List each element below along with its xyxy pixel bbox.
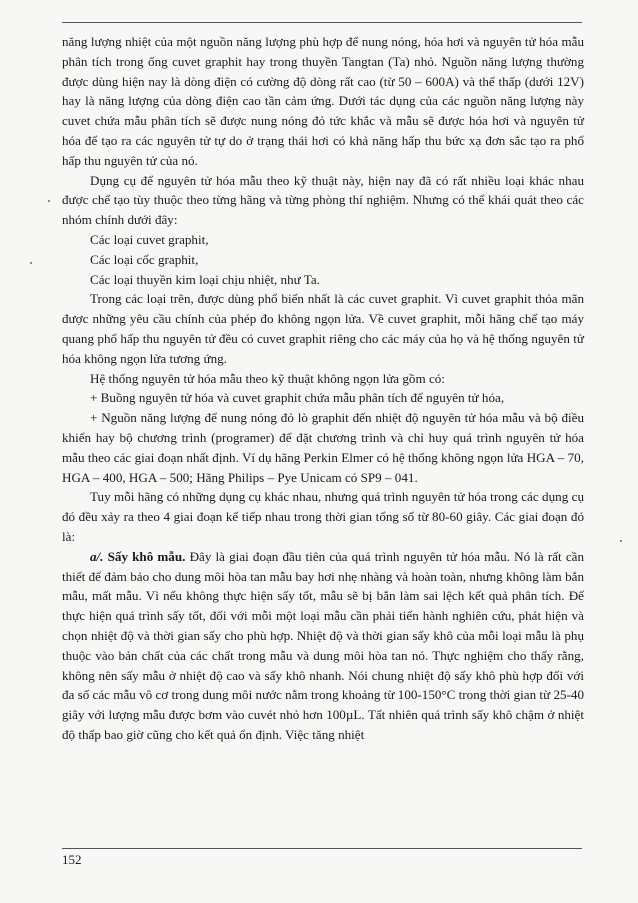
page-number: 152 xyxy=(62,852,82,867)
stage-title: Sấy khô mẫu. xyxy=(107,548,186,564)
paragraph: Hệ thống nguyên tử hóa mẫu theo kỹ thuật không ngọn lửa gồm có: xyxy=(90,370,445,386)
list-item: Các loại cuvet graphit, xyxy=(90,231,209,247)
paragraph: Tuy mỗi hãng có những dụng cụ khác nhau, nhưng quá trình nguyên tử hóa trong các dụng cụ đó đều xảy ra theo 4 giai đoạn kế tiếp nhau trong thời gian tổng số từ 80-60 giây. Các giai đoạn đó là: xyxy=(62,489,584,544)
top-divider xyxy=(62,22,582,23)
paragraph: Trong các loại trên, được dùng phổ biến nhất là các cuvet graphit. Vì cuvet graphit thỏa mãn được những yêu cầu chính của phép đo không ngọn lửa. Về cuvet graphit, mỗi hãng chế tạo máy quang phổ hấp thu nguyên tử đều có cuvet graphit riêng cho các máy của họ và hệ thống nguyên tử hóa không ngọn lửa tương ứng. xyxy=(62,291,584,366)
stage-marker: a/. xyxy=(90,548,104,564)
list-item: Các loại thuyền kim loại chịu nhiệt, như Ta. xyxy=(90,271,320,287)
scan-speck xyxy=(620,540,622,542)
body-text xyxy=(62,32,584,745)
bottom-divider xyxy=(62,848,582,849)
scan-speck xyxy=(48,200,50,202)
plus-list-item: + Buồng nguyên tử hóa và cuvet graphit chứa mẫu phân tích để nguyên tử hóa, xyxy=(90,390,505,406)
stage-paragraph xyxy=(62,547,584,745)
list-item: Các loại cốc graphit, xyxy=(90,251,199,267)
plus-list-item: + Nguồn năng lượng để nung nóng đỏ lò graphit đến nhiệt độ nguyên tử hóa mẫu và bộ điều khiển hay bộ chương trình (programer) để đặt chương trình và chỉ huy quá trình nguyên tử hóa mẫu theo các giai đoạn nhất định. Ví dụ hãng Perkin Elmer có hệ thống không ngọn lửa HGA – 70, HGA – 400, HGA – 500; Hãng Philips – Pye Unicam có SP9 – 041. xyxy=(62,410,584,485)
paragraph: Dụng cụ để nguyên tử hóa mẫu theo kỹ thuật này, hiện nay đã có rất nhiều loại khác nhau được chế tạo tùy thuộc theo từng hãng và từng phòng thí nghiệm. Nhưng có thể khái quát theo các nhóm chính dưới đây: xyxy=(62,172,584,228)
scan-speck xyxy=(30,262,32,264)
paragraph: năng lượng nhiệt của một nguồn năng lượng phù hợp để nung nóng, hóa hơi và nguyên tử hóa mẫu phân tích trong ống cuvet graphit hay trong thuyền Tangtan (Ta) nhỏ. Nguồn năng lượng thường được dùng hiện nay là dòng điện có cường độ dòng rất cao (từ 50 – 600A) và thế thấp (dưới 12V) hay là năng lượng của dòng điện cao tần cảm ứng. Dưới tác dụng của các nguồn năng lượng này cuvet chứa mẫu phân tích sẽ được nung nóng đỏ tức khắc và mẫu sẽ được hóa hơi và nguyên tử hóa để tạo ra các nguyên tử tự do ở trạng thái hơi có khả năng hấp thu bức xạ đơn sắc tạo ra phổ hấp thu nguyên tử của nó. xyxy=(62,34,584,168)
stage-text: Đây là giai đoạn đầu tiên của quá trình nguyên tử hóa mẫu. Nó là rất cần thiết để đảm bảo cho dung môi hòa tan mẫu bay hơi nhẹ nhàng và hoàn toàn, nhưng không làm bắn mẫu, mất mẫu. Vì nếu không thực hiện sấy tốt, mẫu sẽ bị bắn làm sai lệch kết quả phân tích. Để thực hiện quá trình sấy tốt, đối với mỗi một loại mẫu cần phải tiến hành nghiên cứu, phát hiện và chọn nhiệt độ và thời gian sấy cho phù hợp. Nhiệt độ và thời gian sấy khô của mỗi loại mẫu là phụ thuộc vào bản chất của các chất trong mẫu và dung môi hòa tan nó. Thực nghiệm cho thấy rằng, không nên sấy mẫu ở nhiệt độ cao và sấy khô nhanh. Nói chung nhiệt độ sấy khô phù hợp đối với đa số các mẫu vô cơ trong dung môi nước nằm trong khoảng từ 100-150°C trong thời gian từ 25-40 giây với lượng mẫu được bơm vào cuvét nhỏ hơn 100µL. Tất nhiên quá trình sấy khô chậm ở nhiệt độ thấp bao giờ cũng cho kết quả ổn định. Việc tăng nhiệt xyxy=(62,548,585,742)
